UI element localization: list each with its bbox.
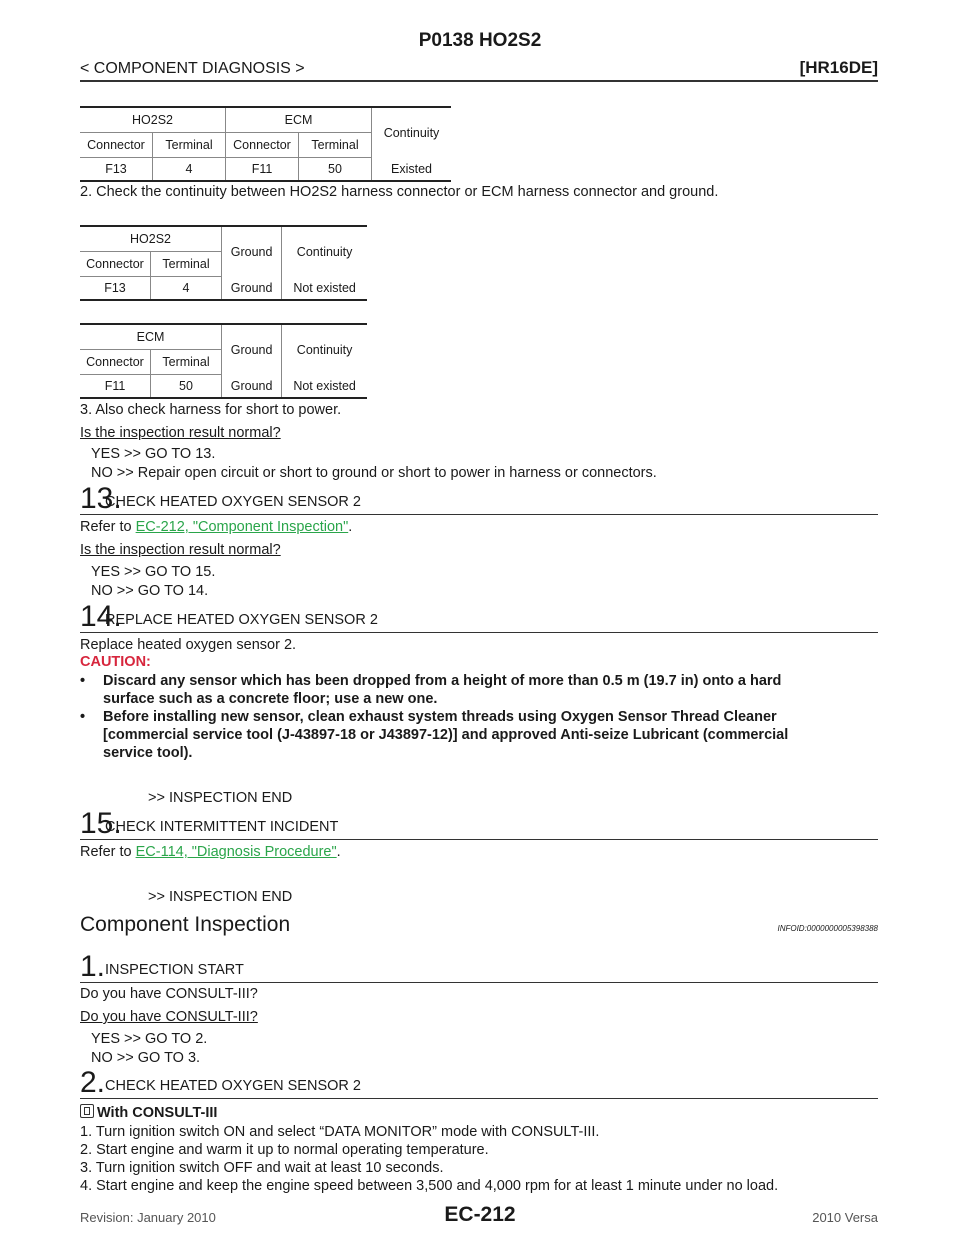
refer-label: Refer to bbox=[80, 519, 136, 535]
info-id: INFOID:0000000005398388 bbox=[777, 924, 878, 933]
cell: F11 bbox=[80, 374, 151, 398]
bullet-line: service tool). bbox=[103, 745, 193, 761]
procedure-step: 3. Turn ignition switch OFF and wait at least 10 seconds. bbox=[80, 1160, 444, 1176]
result-no: NO >> GO TO 3. bbox=[91, 1050, 201, 1066]
procedure-step: 4. Start engine and keep the engine speed between 3,500 and 4,000 rpm for at least 1 minute under no load. bbox=[80, 1178, 779, 1194]
bullet-line: surface such as a concrete floor; use a new one. bbox=[103, 691, 438, 707]
th-terminal: Terminal bbox=[151, 251, 222, 276]
bullet-line: Discard any sensor which has been dropped from a height of more than 0.5 m (19.7 in) onto a hard bbox=[103, 673, 782, 689]
section-label: < COMPONENT DIAGNOSIS > bbox=[80, 60, 305, 77]
refer-15 bbox=[80, 844, 341, 860]
th-ground: Ground bbox=[222, 324, 282, 374]
cell: 4 bbox=[151, 276, 222, 300]
ground-table-ho2s2 bbox=[80, 225, 367, 301]
cell: F13 bbox=[80, 157, 153, 181]
refer-13 bbox=[80, 519, 352, 535]
th-connector: Connector bbox=[80, 251, 151, 276]
cell: 50 bbox=[299, 157, 372, 181]
step-title: REPLACE HEATED OXYGEN SENSOR 2 bbox=[105, 612, 378, 628]
footer-model: 2010 Versa bbox=[812, 1210, 878, 1225]
cell: Not existed bbox=[282, 276, 367, 300]
th-ground: Ground bbox=[222, 226, 282, 276]
inspection-end: >> INSPECTION END bbox=[148, 889, 293, 905]
th-terminal: Terminal bbox=[153, 132, 226, 157]
result-yes: YES >> GO TO 13. bbox=[91, 446, 216, 462]
th-continuity: Continuity bbox=[282, 226, 367, 276]
period: . bbox=[348, 519, 353, 535]
table-row bbox=[80, 157, 451, 181]
step-2-heading bbox=[80, 1066, 878, 1099]
with-consult-label bbox=[80, 1104, 217, 1121]
section-heading: Component Inspection bbox=[80, 913, 291, 936]
bullet: • bbox=[80, 709, 86, 725]
step-number: 13. bbox=[80, 482, 122, 515]
step-3-text: 3. Also check harness for short to power. bbox=[80, 402, 342, 418]
step-13-heading bbox=[80, 482, 878, 515]
caution-bullet-1 bbox=[80, 672, 878, 708]
with-consult-text: With CONSULT-III bbox=[97, 1105, 218, 1121]
th-connector: Connector bbox=[80, 349, 151, 374]
footer-revision: Revision: January 2010 bbox=[80, 1210, 216, 1225]
th-terminal: Terminal bbox=[299, 132, 372, 157]
refer-label: Refer to bbox=[80, 844, 136, 860]
ground-table-ecm bbox=[80, 323, 367, 399]
result-no: NO >> GO TO 14. bbox=[91, 583, 209, 599]
table-row bbox=[80, 276, 367, 300]
step-number: 14. bbox=[80, 600, 122, 633]
step-number: 2. bbox=[80, 1066, 106, 1099]
cell: F13 bbox=[80, 276, 151, 300]
th-connector: Connector bbox=[226, 132, 299, 157]
th-continuity: Continuity bbox=[282, 324, 367, 374]
cell: F11 bbox=[226, 157, 299, 181]
consult-question: Do you have CONSULT-III? bbox=[80, 986, 258, 1002]
cell: 50 bbox=[151, 374, 222, 398]
step-15-heading bbox=[80, 807, 878, 840]
footer-page-number: EC-212 bbox=[444, 1203, 516, 1226]
th-ho2s2: HO2S2 bbox=[80, 226, 222, 251]
cell: 4 bbox=[153, 157, 226, 181]
engine-label: [HR16DE] bbox=[799, 58, 878, 77]
step-number: 15. bbox=[80, 807, 122, 840]
result-no: NO >> Repair open circuit or short to ground or short to power in harness or connectors. bbox=[91, 465, 657, 481]
th-ecm: ECM bbox=[226, 107, 372, 132]
cell: Ground bbox=[222, 276, 282, 300]
question: Is the inspection result normal? bbox=[80, 542, 281, 558]
th-connector: Connector bbox=[80, 132, 153, 157]
result-yes: YES >> GO TO 15. bbox=[91, 564, 216, 580]
cell: Existed bbox=[372, 157, 452, 181]
step-title: CHECK INTERMITTENT INCIDENT bbox=[105, 819, 339, 835]
caution-label: CAUTION: bbox=[80, 654, 151, 670]
link-diagnosis-procedure[interactable]: EC-114, "Diagnosis Procedure" bbox=[135, 844, 337, 860]
replace-text: Replace heated oxygen sensor 2. bbox=[80, 637, 297, 653]
procedure-step: 1. Turn ignition switch ON and select “DATA MONITOR” mode with CONSULT-III. bbox=[80, 1124, 600, 1140]
step-1-heading bbox=[80, 950, 878, 983]
question: Is the inspection result normal? bbox=[80, 425, 281, 441]
continuity-table-ho2s2-ecm bbox=[80, 106, 451, 182]
result-yes: YES >> GO TO 2. bbox=[91, 1031, 208, 1047]
consult-icon bbox=[80, 1104, 94, 1118]
table-row bbox=[80, 374, 367, 398]
step-14-heading bbox=[80, 600, 878, 633]
period: . bbox=[336, 844, 341, 860]
step-title: INSPECTION START bbox=[105, 962, 244, 978]
page-title: P0138 HO2S2 bbox=[418, 30, 542, 51]
step-2-text: 2. Check the continuity between HO2S2 harness connector or ECM harness connector and ground. bbox=[80, 184, 719, 200]
th-ho2s2: HO2S2 bbox=[80, 107, 226, 132]
caution-bullet-2 bbox=[80, 708, 878, 762]
inspection-end: >> INSPECTION END bbox=[148, 790, 293, 806]
step-title: CHECK HEATED OXYGEN SENSOR 2 bbox=[105, 1078, 361, 1094]
procedure-step: 2. Start engine and warm it up to normal operating temperature. bbox=[80, 1142, 489, 1158]
consult-question-underlined: Do you have CONSULT-III? bbox=[80, 1009, 258, 1025]
cell: Not existed bbox=[282, 374, 367, 398]
bullet-line: Before installing new sensor, clean exhaust system threads using Oxygen Sensor Thread Cleaner bbox=[103, 709, 777, 725]
th-terminal: Terminal bbox=[151, 349, 222, 374]
link-component-inspection[interactable]: EC-212, "Component Inspection" bbox=[135, 519, 349, 535]
step-title: CHECK HEATED OXYGEN SENSOR 2 bbox=[105, 494, 361, 510]
cell: Ground bbox=[222, 374, 282, 398]
bullet-line: [commercial service tool (J-43897-18 or J43897-12)] and approved Anti-seize Lubricant (commercial bbox=[103, 727, 789, 743]
header-rule bbox=[80, 80, 878, 82]
bullet: • bbox=[80, 673, 86, 689]
step-number: 1. bbox=[80, 950, 106, 983]
th-continuity: Continuity bbox=[372, 107, 452, 157]
th-ecm: ECM bbox=[80, 324, 222, 349]
